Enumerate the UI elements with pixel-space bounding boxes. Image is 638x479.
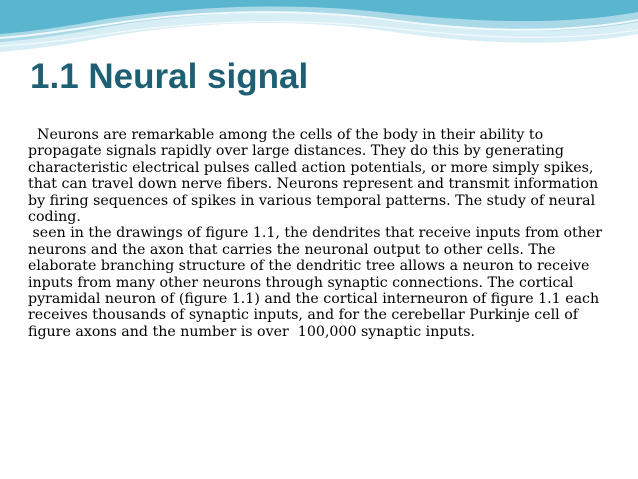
header-wave-decoration [0,0,638,60]
slide-title: 1.1 Neural signal [30,57,309,96]
paragraph-neurons: Neurons are remarkable among the cells of the body in their ability to propagate signals rapidly over large distances. They do this by generating characteristic electrical pulses called action potentials, or more simply spikes, that can travel down nerve fibers. Neurons represent and transmit information by firing sequences of spikes in various temporal patterns. The study of neural coding. [28,127,603,226]
paragraph-dendrites: seen in the drawings of figure 1.1, the dendrites that receive inputs from other neurons and the axon that carries the neuronal output to other cells. The elaborate branching structure of the dendritic tree allows a neuron to receive inputs from many other neurons through synaptic connections. The cortical pyramidal neuron of (figure 1.1) and the cortical interneuron of figure 1.1 each receives thousands of synaptic inputs, and for the cerebellar Purkinje cell of figure axons and the number is over 100,000 synaptic inputs. [28,225,607,340]
slide-body [28,127,613,340]
